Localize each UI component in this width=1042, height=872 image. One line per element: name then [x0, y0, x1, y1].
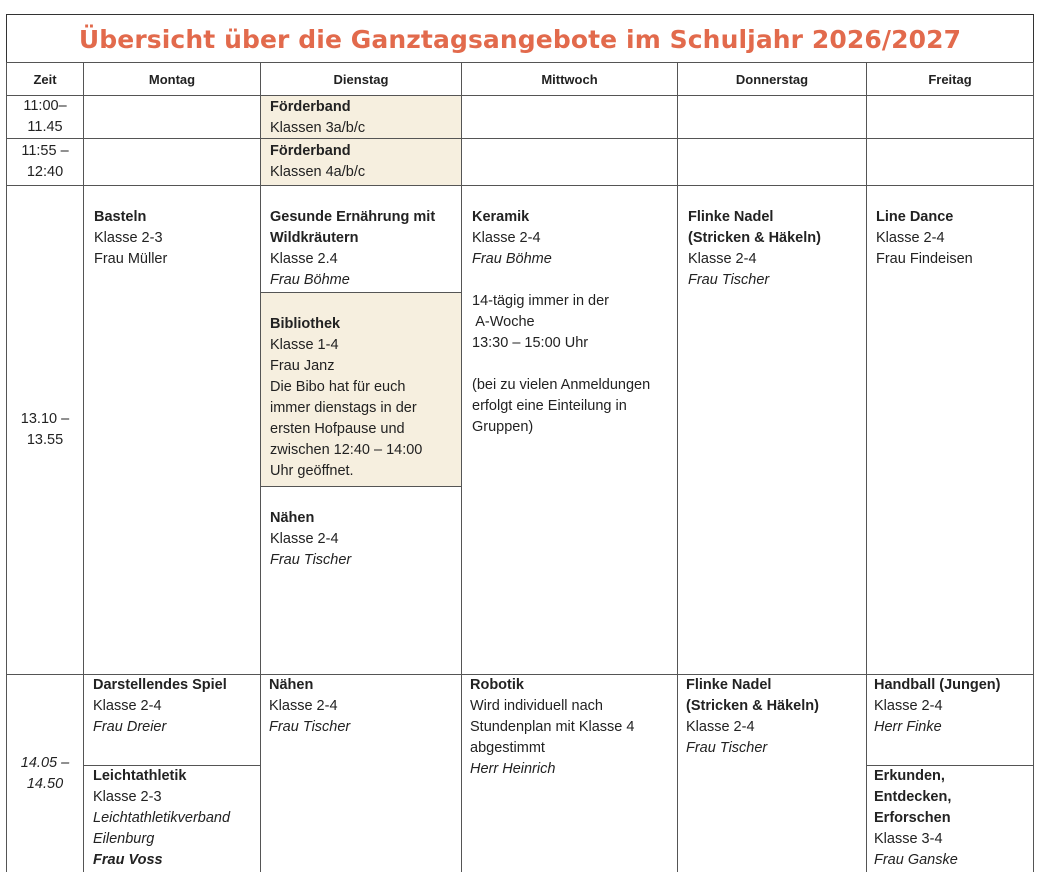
cell-r3-dienstag-ernaehrung: [260, 185, 462, 293]
cell-r1-mittwoch: [461, 95, 678, 139]
course-class: Klasse 2-4: [874, 698, 943, 714]
course-class: Klasse 2-4: [686, 719, 755, 735]
course-name: Förderband: [270, 99, 351, 115]
course-name-line1: Flinke Nadel: [688, 209, 774, 225]
time-end: 11.45: [27, 119, 63, 135]
course-name: Keramik: [472, 209, 530, 225]
cell-r2-donnerstag: [677, 138, 867, 186]
course-class: Klasse 2-4: [876, 230, 945, 246]
course-name: Line Dance: [876, 209, 954, 225]
course-note: erfolgt eine Einteilung in: [472, 398, 627, 414]
course-class: Klasse 2-3: [93, 789, 162, 805]
course-name-line2: Wildkräutern: [270, 230, 359, 246]
course-info: Stundenplan mit Klasse 4: [470, 719, 635, 735]
course-info: Die Bibo hat für euch: [270, 379, 406, 395]
cell-r4-montag-leichtathletik: [83, 765, 261, 872]
course-class: Klasse 2-3: [94, 230, 163, 246]
course-teacher: Herr Finke: [874, 719, 942, 735]
cell-r4-donnerstag: [677, 674, 867, 872]
course-info: zwischen 12:40 – 14:00: [270, 442, 423, 458]
course-class: Klasse 1-4: [270, 337, 339, 353]
header-montag-label: Montag: [148, 71, 196, 87]
cell-r1-freitag: [866, 95, 1034, 139]
cell-r3-dienstag-bibliothek: [260, 292, 462, 487]
course-teacher: Frau Voss: [93, 852, 163, 868]
course-info: abgestimmt: [470, 740, 545, 756]
time-cell-1: [6, 95, 84, 139]
cell-r3-freitag: [866, 185, 1034, 675]
time-end: 12:40: [26, 164, 64, 180]
cell-r4-montag-theater: [83, 674, 261, 766]
course-class: Klasse 2.4: [270, 251, 338, 267]
course-teacher: Frau Böhme: [472, 251, 552, 267]
time-start: 11:00–: [23, 98, 67, 114]
cell-r2-montag: [83, 138, 261, 186]
course-teacher: Frau Müller: [94, 251, 168, 267]
header-zeit: [6, 62, 84, 96]
time-cell-3: [6, 185, 84, 675]
course-teacher: Frau Dreier: [93, 719, 167, 735]
header-freitag: [866, 62, 1034, 96]
cell-r2-freitag: [866, 138, 1034, 186]
time-end: 13.55: [26, 432, 64, 448]
course-info: ersten Hofpause und: [270, 421, 405, 437]
course-name-line3: Erforschen: [874, 810, 951, 826]
course-teacher: Herr Heinrich: [470, 761, 556, 777]
course-name: Nähen: [269, 677, 314, 693]
course-name-line2: (Stricken & Häkeln): [688, 230, 821, 246]
cell-r2-dienstag: [260, 138, 462, 186]
course-teacher: Frau Ganske: [874, 852, 958, 868]
course-class: Klassen 3a/b/c: [270, 120, 366, 136]
header-mittwoch: [461, 62, 678, 96]
cell-r3-donnerstag: [677, 185, 867, 675]
course-partner: Leichtathletikverband: [93, 810, 231, 826]
course-class: Klasse 2-4: [472, 230, 541, 246]
time-cell-2: [6, 138, 84, 186]
course-info: Wird individuell nach: [470, 698, 603, 714]
cell-r4-freitag-handball: [866, 674, 1034, 766]
course-name: Handball (Jungen): [874, 677, 1001, 693]
course-info: immer dienstags in der: [270, 400, 417, 416]
cell-r1-montag: [83, 95, 261, 139]
course-class: Klasse 2-4: [93, 698, 162, 714]
cell-r3-dienstag-naehen: [260, 486, 462, 675]
course-name: Leichtathletik: [93, 768, 187, 784]
course-class: Klasse 2-4: [688, 251, 757, 267]
course-name: Bibliothek: [270, 316, 341, 332]
header-dienstag: [260, 62, 462, 96]
course-teacher: Frau Tischer: [688, 272, 770, 288]
time-start: 13.10 –: [20, 411, 70, 427]
course-name: Darstellendes Spiel: [93, 677, 227, 693]
course-name: Förderband: [270, 143, 351, 159]
cell-r1-donnerstag: [677, 95, 867, 139]
header-dienstag-label: Dienstag: [333, 71, 389, 87]
time-end: 14.50: [26, 775, 64, 792]
cell-r1-dienstag: [260, 95, 462, 139]
course-info: A-Woche: [472, 314, 535, 330]
header-montag: [83, 62, 261, 96]
cell-r3-montag: [83, 185, 261, 675]
course-teacher: Frau Tischer: [270, 552, 352, 568]
cell-r2-mittwoch: [461, 138, 678, 186]
course-info: 14-tägig immer in der: [472, 293, 609, 309]
header-donnerstag: [677, 62, 867, 96]
time-start: 11:55 –: [21, 143, 69, 159]
course-name-line2: Entdecken,: [874, 789, 952, 805]
course-class: Klasse 2-4: [270, 531, 339, 547]
course-name: Nähen: [270, 510, 315, 526]
cell-r4-dienstag: [260, 674, 462, 872]
course-name: Basteln: [94, 209, 147, 225]
course-partner: Eilenburg: [93, 831, 155, 847]
cell-r4-mittwoch: [461, 674, 678, 872]
title-box: [6, 14, 1034, 62]
header-zeit-label: Zeit: [33, 71, 57, 87]
header-donnerstag-label: Donnerstag: [735, 71, 809, 87]
course-info: 13:30 – 15:00 Uhr: [472, 335, 589, 351]
header-mittwoch-label: Mittwoch: [541, 71, 598, 87]
course-teacher: Frau Böhme: [270, 272, 350, 288]
cell-r4-freitag-erkunden: [866, 765, 1034, 872]
course-note: Gruppen): [472, 419, 534, 435]
course-teacher: Frau Tischer: [269, 719, 351, 735]
course-class: Klasse 3-4: [874, 831, 943, 847]
course-teacher: Frau Tischer: [686, 740, 768, 756]
course-teacher: Frau Findeisen: [876, 251, 973, 267]
course-note: (bei zu vielen Anmeldungen: [472, 377, 651, 393]
course-name-line2: (Stricken & Häkeln): [686, 698, 819, 714]
course-teacher: Frau Janz: [270, 358, 335, 374]
course-name-line1: Erkunden,: [874, 768, 945, 784]
page-title: Übersicht über die Ganztagsangebote im Schuljahr 2026/2027: [78, 25, 962, 54]
course-name-line1: Flinke Nadel: [686, 677, 772, 693]
course-name: Robotik: [470, 677, 524, 693]
course-class: Klassen 4a/b/c: [270, 164, 366, 180]
header-freitag-label: Freitag: [928, 71, 972, 87]
course-name-line1: Gesunde Ernährung mit: [270, 209, 436, 225]
course-info: Uhr geöffnet.: [270, 463, 354, 479]
time-cell-4: [6, 674, 84, 872]
course-class: Klasse 2-4: [269, 698, 338, 714]
time-start: 14.05 –: [20, 754, 70, 771]
cell-r3-mittwoch: [461, 185, 678, 675]
